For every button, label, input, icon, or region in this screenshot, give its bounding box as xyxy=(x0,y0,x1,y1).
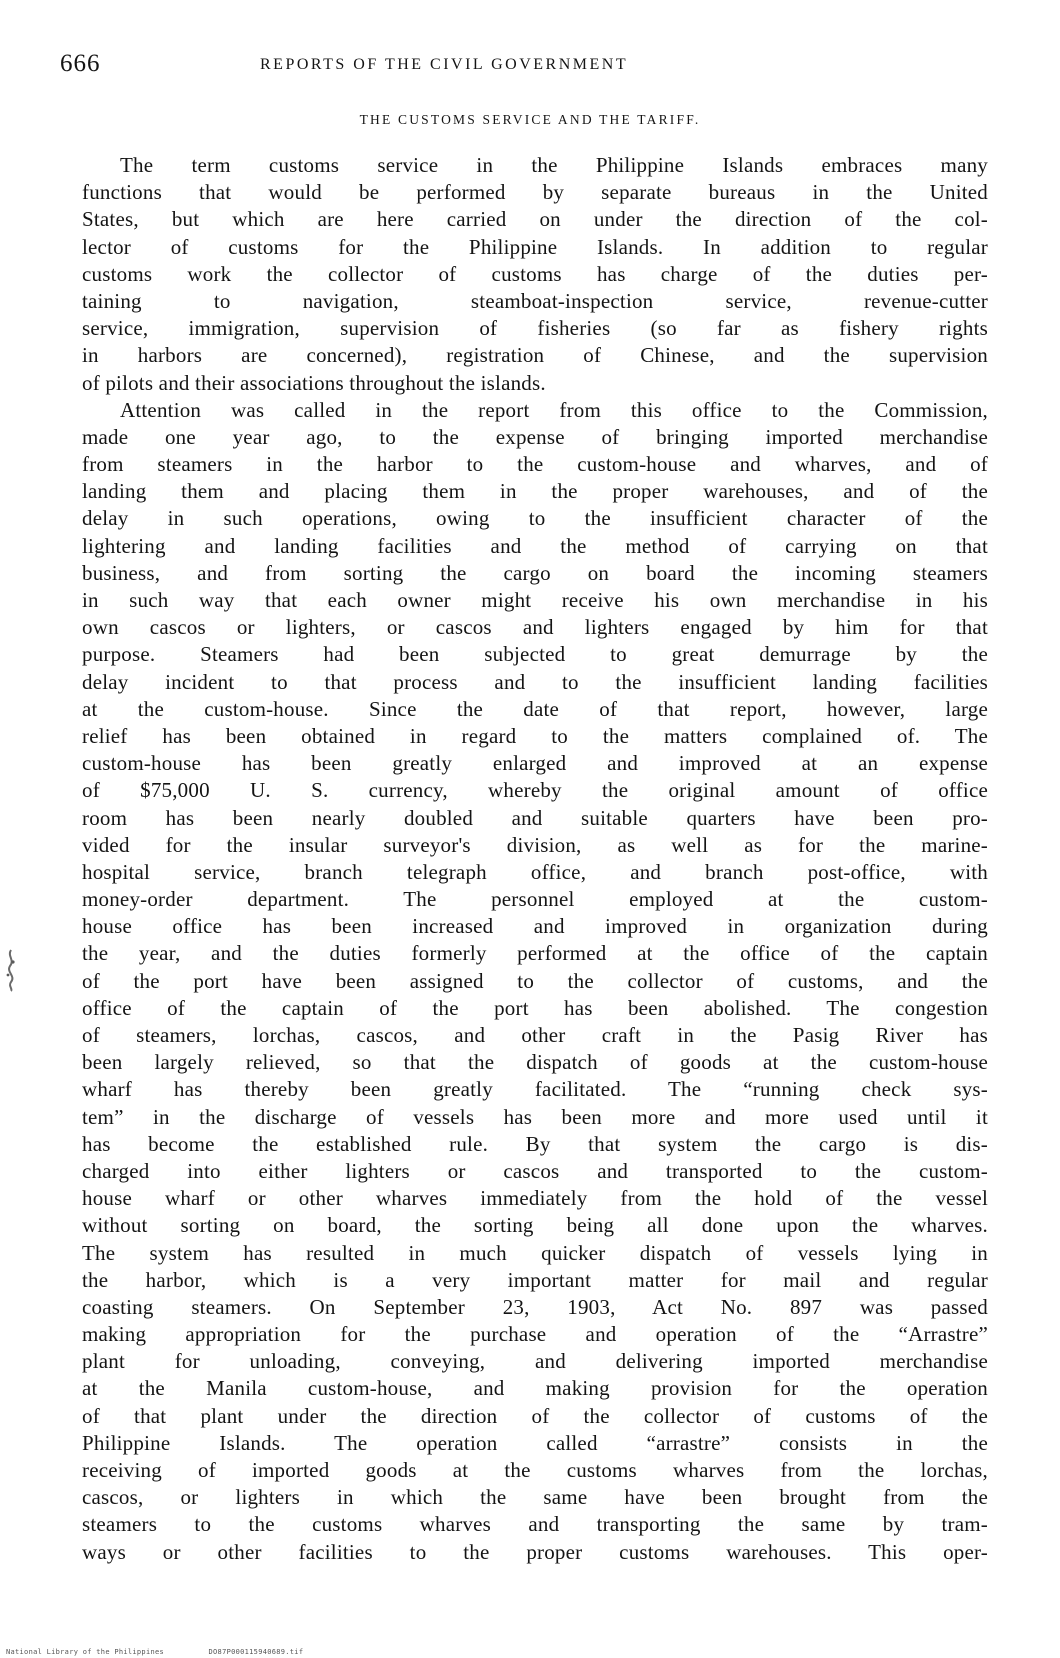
text-line: house office has been increased and improved in organization during xyxy=(82,914,988,939)
text-line: lector of customs for the Philippine Islands. In addition to regular xyxy=(82,234,988,259)
text-line: at the Manila custom-house, and making provision for the operation xyxy=(82,1376,988,1401)
text-line: tem” in the discharge of vessels has been more and more used until it xyxy=(82,1104,988,1129)
text-line: making appropriation for the purchase and operation of the “Arrastre” xyxy=(82,1322,988,1347)
text-line: the harbor, which is a very important matter for mail and regular xyxy=(82,1267,988,1292)
text-line: business, and from sorting the cargo on board the incoming steamers xyxy=(82,560,988,585)
text-line: hospital service, branch telegraph office, and branch post-office, with xyxy=(82,859,988,884)
body-text xyxy=(82,152,988,1566)
text-line: The system has resulted in much quicker dispatch of vessels lying in xyxy=(82,1240,988,1265)
footer-file-id: DO87P000115940689.tif xyxy=(208,1648,304,1656)
text-line: receiving of imported goods at the customs wharves from the lorchas, xyxy=(82,1458,988,1482)
text-line: in harbors are concerned), registration of Chinese, and the supervision xyxy=(82,343,988,368)
text-line: taining to navigation, steamboat-inspection service, revenue-cutter xyxy=(82,288,988,313)
text-line: functions that would be performed by separate bureaus in the United xyxy=(82,180,988,205)
text-line: delay incident to that process and to the insufficient landing facilities xyxy=(82,669,988,694)
text-line: Attention was called in the report from this office to the Commission, xyxy=(120,397,988,422)
text-line: vided for the insular surveyor's division, as well as for the marine- xyxy=(82,832,988,857)
text-line: landing them and placing them in the proper warehouses, and of the xyxy=(82,479,988,504)
text-line: service, immigration, supervision of fisheries (so far as fishery rights xyxy=(82,316,988,341)
section-title: THE CUSTOMS SERVICE AND THE TARIFF. xyxy=(359,112,701,127)
text-line: relief has been obtained in regard to the matters complained of. The xyxy=(82,723,988,748)
text-line: custom-house has been greatly enlarged and improved at an expense xyxy=(82,751,988,776)
text-line: coasting steamers. On September 23, 1903, Act No. 897 was passed xyxy=(82,1294,988,1319)
text-line: wharf has thereby been greatly facilitated. The “running check sys- xyxy=(82,1077,988,1102)
text-line: office of the captain of the port has been abolished. The congestion xyxy=(82,995,988,1020)
text-line: without sorting on board, the sorting being all done upon the wharves. xyxy=(82,1213,988,1238)
running-title: REPORTS OF THE CIVIL GOVERNMENT xyxy=(260,56,629,73)
text-line: lightering and landing facilities and the method of carrying on that xyxy=(82,533,988,558)
text-line: cascos, or lighters in which the same have been brought from the xyxy=(82,1485,988,1510)
margin-smudge-mark xyxy=(4,948,18,992)
scan-footer xyxy=(6,1648,343,1656)
text-line: ways or other facilities to the proper customs warehouses. This oper- xyxy=(82,1539,988,1564)
text-line: delay in such operations, owing to the insufficient character of the xyxy=(82,506,988,531)
text-line: plant for unloading, conveying, and delivering imported merchandise xyxy=(82,1349,988,1374)
text-line: the year, and the duties formerly performed at the office of the captain xyxy=(82,941,988,966)
text-line: charged into either lighters or cascos and transported to the custom- xyxy=(82,1158,988,1183)
page-number: 666 xyxy=(60,50,101,77)
footer-library: National Library of the Philippines xyxy=(6,1648,165,1656)
text-line: of $75,000 U. S. currency, whereby the original amount of office xyxy=(82,778,988,803)
running-head xyxy=(60,50,980,84)
text-line: own cascos or lighters, or cascos and lighters engaged by him for that xyxy=(82,615,988,640)
text-line: room has been nearly doubled and suitable quarters have been pro- xyxy=(82,805,988,830)
text-line: of the port have been assigned to the collector of customs, and the xyxy=(82,968,988,993)
text-line: in such way that each owner might receive his own merchandise in his xyxy=(82,588,988,612)
text-line: of steamers, lorchas, cascos, and other craft in the Pasig River has xyxy=(82,1023,988,1047)
text-line: money-order department. The personnel employed at the custom- xyxy=(82,887,988,912)
text-line: been largely relieved, so that the dispatch of goods at the custom-house xyxy=(82,1050,988,1075)
text-line: has become the established rule. By that system the cargo is dis- xyxy=(82,1131,988,1156)
text-line: States, but which are here carried on under the direction of the col- xyxy=(82,207,988,232)
text-line: steamers to the customs wharves and transporting the same by tram- xyxy=(82,1512,988,1537)
text-line: The term customs service in the Philippine Islands embraces many xyxy=(120,153,988,177)
text-line: customs work the collector of customs has charge of the duties per- xyxy=(82,261,988,286)
text-line: house wharf or other wharves immediately from the hold of the vessel xyxy=(82,1186,988,1211)
text-line: at the custom-house. Since the date of that report, however, large xyxy=(82,696,988,721)
text-line: purpose. Steamers had been subjected to great demurrage by the xyxy=(82,642,988,667)
text-line: Philippine Islands. The operation called “arrastre” consists in the xyxy=(82,1430,988,1455)
text-line: made one year ago, to the expense of bringing imported merchandise xyxy=(82,424,988,449)
text-line: of pilots and their associations throughout the islands. xyxy=(82,370,546,395)
text-line: from steamers in the harbor to the custom-house and wharves, and of xyxy=(82,452,988,477)
text-line: of that plant under the direction of the collector of customs of the xyxy=(82,1403,988,1428)
